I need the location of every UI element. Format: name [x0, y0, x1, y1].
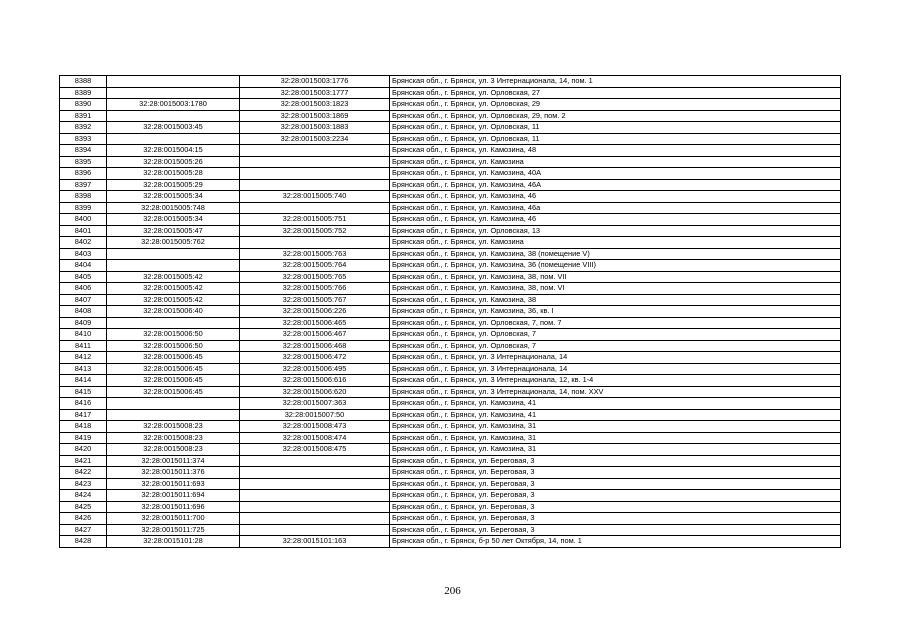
table-row	[60, 352, 841, 364]
address-cell: Брянская обл., г. Брянск, ул. Камозина, 46А	[390, 179, 841, 191]
table-row	[60, 248, 841, 260]
row-number-cell: 8401	[60, 225, 107, 237]
table-row	[60, 375, 841, 387]
table-row	[60, 421, 841, 433]
address-cell: Брянская обл., г. Брянск, ул. Береговая, 3	[390, 513, 841, 525]
land-parcel-number-cell: 32:28:0015005:748	[107, 202, 240, 214]
row-number-cell: 8409	[60, 317, 107, 329]
address-cell: Брянская обл., г. Брянск, ул. Орловская, 29	[390, 99, 841, 111]
property-number-cell: 32:28:0015101:163	[240, 536, 390, 548]
table-row	[60, 145, 841, 157]
property-number-cell: 32:28:0015006:472	[240, 352, 390, 364]
land-parcel-number-cell: 32:28:0015005:42	[107, 283, 240, 295]
land-parcel-number-cell: 32:28:0015003:45	[107, 122, 240, 134]
land-parcel-number-cell	[107, 398, 240, 410]
address-cell: Брянская обл., г. Брянск, ул. Камозина	[390, 237, 841, 249]
address-cell: Брянская обл., г. Брянск, ул. Орловская, 7, пом. 7	[390, 317, 841, 329]
property-number-cell: 32:28:0015005:763	[240, 248, 390, 260]
address-cell: Брянская обл., г. Брянск, ул. 3 Интернационала, 14, пом. 1	[390, 76, 841, 88]
row-number-cell: 8395	[60, 156, 107, 168]
table-row	[60, 306, 841, 318]
table-row	[60, 237, 841, 249]
property-number-cell	[240, 524, 390, 536]
property-number-cell: 32:28:0015005:740	[240, 191, 390, 203]
table-row	[60, 156, 841, 168]
address-cell: Брянская обл., г. Брянск, б-р 50 лет Октября, 14, пом. 1	[390, 536, 841, 548]
land-parcel-number-cell: 32:28:0015003:1780	[107, 99, 240, 111]
land-parcel-number-cell: 32:28:0015011:694	[107, 490, 240, 502]
row-number-cell: 8415	[60, 386, 107, 398]
property-number-cell	[240, 202, 390, 214]
land-parcel-number-cell: 32:28:0015011:700	[107, 513, 240, 525]
address-cell: Брянская обл., г. Брянск, ул. 3 Интернационала, 14	[390, 352, 841, 364]
property-number-cell: 32:28:0015006:620	[240, 386, 390, 398]
table-row	[60, 133, 841, 145]
land-parcel-number-cell	[107, 76, 240, 88]
address-cell: Брянская обл., г. Брянск, ул. Камозина, 36 (помещение VIII)	[390, 260, 841, 272]
table-row	[60, 467, 841, 479]
address-cell: Брянская обл., г. Брянск, ул. Камозина, 41	[390, 409, 841, 421]
land-parcel-number-cell	[107, 133, 240, 145]
address-cell: Брянская обл., г. Брянск, ул. Береговая, 3	[390, 501, 841, 513]
property-number-cell	[240, 168, 390, 180]
land-parcel-number-cell: 32:28:0015006:45	[107, 352, 240, 364]
table-row	[60, 294, 841, 306]
table-row	[60, 432, 841, 444]
table-row	[60, 202, 841, 214]
address-cell: Брянская обл., г. Брянск, ул. Береговая, 3	[390, 478, 841, 490]
property-number-cell: 32:28:0015008:475	[240, 444, 390, 456]
table-row	[60, 398, 841, 410]
address-cell: Брянская обл., г. Брянск, ул. Орловская, 11	[390, 133, 841, 145]
row-number-cell: 8392	[60, 122, 107, 134]
table-row	[60, 179, 841, 191]
row-number-cell: 8407	[60, 294, 107, 306]
table-row	[60, 329, 841, 341]
address-cell: Брянская обл., г. Брянск, ул. Камозина, 40А	[390, 168, 841, 180]
property-number-cell: 32:28:0015006:465	[240, 317, 390, 329]
property-number-cell: 32:28:0015007:50	[240, 409, 390, 421]
property-number-cell: 32:28:0015003:1883	[240, 122, 390, 134]
address-cell: Брянская обл., г. Брянск, ул. Камозина, 31	[390, 421, 841, 433]
address-cell: Брянская обл., г. Брянск, ул. 3 Интернационала, 12, кв. 1-4	[390, 375, 841, 387]
property-number-cell	[240, 490, 390, 502]
row-number-cell: 8426	[60, 513, 107, 525]
row-number-cell: 8393	[60, 133, 107, 145]
land-parcel-number-cell: 32:28:0015005:42	[107, 271, 240, 283]
table-row	[60, 513, 841, 525]
row-number-cell: 8417	[60, 409, 107, 421]
table-row	[60, 122, 841, 134]
address-cell: Брянская обл., г. Брянск, ул. 3 Интернационала, 14, пом. XXV	[390, 386, 841, 398]
land-parcel-number-cell: 32:28:0015011:376	[107, 467, 240, 479]
property-number-cell: 32:28:0015003:1823	[240, 99, 390, 111]
land-parcel-number-cell	[107, 87, 240, 99]
row-number-cell: 8398	[60, 191, 107, 203]
row-number-cell: 8405	[60, 271, 107, 283]
row-number-cell: 8396	[60, 168, 107, 180]
property-number-cell: 32:28:0015008:474	[240, 432, 390, 444]
address-cell: Брянская обл., г. Брянск, ул. Камозина, 38, пом. VI	[390, 283, 841, 295]
property-number-cell	[240, 145, 390, 157]
row-number-cell: 8419	[60, 432, 107, 444]
land-parcel-number-cell: 32:28:0015011:696	[107, 501, 240, 513]
row-number-cell: 8412	[60, 352, 107, 364]
table-row	[60, 409, 841, 421]
table-row	[60, 214, 841, 226]
table-row	[60, 271, 841, 283]
address-cell: Брянская обл., г. Брянск, ул. Камозина, 38 (помещение V)	[390, 248, 841, 260]
property-number-cell	[240, 455, 390, 467]
row-number-cell: 8404	[60, 260, 107, 272]
table-row	[60, 501, 841, 513]
land-parcel-number-cell: 32:28:0015005:26	[107, 156, 240, 168]
property-number-cell: 32:28:0015005:767	[240, 294, 390, 306]
land-parcel-number-cell: 32:28:0015005:28	[107, 168, 240, 180]
row-number-cell: 8402	[60, 237, 107, 249]
land-parcel-number-cell: 32:28:0015006:50	[107, 340, 240, 352]
address-cell: Брянская обл., г. Брянск, ул. Орловская, 11	[390, 122, 841, 134]
land-parcel-number-cell	[107, 409, 240, 421]
row-number-cell: 8420	[60, 444, 107, 456]
property-number-cell: 32:28:0015005:764	[240, 260, 390, 272]
land-parcel-number-cell: 32:28:0015006:50	[107, 329, 240, 341]
land-parcel-number-cell: 32:28:0015005:762	[107, 237, 240, 249]
address-cell: Брянская обл., г. Брянск, ул. 3 Интернационала, 14	[390, 363, 841, 375]
row-number-cell: 8422	[60, 467, 107, 479]
row-number-cell: 8397	[60, 179, 107, 191]
property-number-cell	[240, 179, 390, 191]
address-cell: Брянская обл., г. Брянск, ул. Камозина, 48	[390, 145, 841, 157]
address-cell: Брянская обл., г. Брянск, ул. Камозина, 46	[390, 214, 841, 226]
table-row	[60, 317, 841, 329]
property-number-cell	[240, 467, 390, 479]
row-number-cell: 8403	[60, 248, 107, 260]
address-cell: Брянская обл., г. Брянск, ул. Камозина, 46	[390, 191, 841, 203]
row-number-cell: 8414	[60, 375, 107, 387]
land-parcel-number-cell: 32:28:0015006:45	[107, 363, 240, 375]
property-number-cell: 32:28:0015006:467	[240, 329, 390, 341]
row-number-cell: 8406	[60, 283, 107, 295]
property-number-cell	[240, 513, 390, 525]
land-parcel-number-cell: 32:28:0015101:28	[107, 536, 240, 548]
property-register-body	[60, 76, 841, 548]
table-row	[60, 524, 841, 536]
row-number-cell: 8418	[60, 421, 107, 433]
table-row	[60, 444, 841, 456]
address-cell: Брянская обл., г. Брянск, ул. Камозина, 46а	[390, 202, 841, 214]
property-number-cell: 32:28:0015005:766	[240, 283, 390, 295]
land-parcel-number-cell: 32:28:0015008:23	[107, 432, 240, 444]
table-row	[60, 363, 841, 375]
property-number-cell: 32:28:0015005:752	[240, 225, 390, 237]
row-number-cell: 8424	[60, 490, 107, 502]
table-row	[60, 478, 841, 490]
property-number-cell: 32:28:0015006:495	[240, 363, 390, 375]
land-parcel-number-cell	[107, 317, 240, 329]
address-cell: Брянская обл., г. Брянск, ул. Орловская, 7	[390, 329, 841, 341]
property-number-cell	[240, 156, 390, 168]
table-row	[60, 536, 841, 548]
table-row	[60, 99, 841, 111]
table-row	[60, 87, 841, 99]
property-number-cell: 32:28:0015007:363	[240, 398, 390, 410]
row-number-cell: 8425	[60, 501, 107, 513]
page-number: 206	[444, 585, 461, 597]
property-number-cell: 32:28:0015003:1869	[240, 110, 390, 122]
land-parcel-number-cell: 32:28:0015005:42	[107, 294, 240, 306]
land-parcel-number-cell: 32:28:0015006:45	[107, 386, 240, 398]
property-register-table	[59, 75, 841, 548]
address-cell: Брянская обл., г. Брянск, ул. Камозина, 31	[390, 432, 841, 444]
land-parcel-number-cell: 32:28:0015005:34	[107, 191, 240, 203]
row-number-cell: 8427	[60, 524, 107, 536]
property-number-cell: 32:28:0015006:616	[240, 375, 390, 387]
address-cell: Брянская обл., г. Брянск, ул. Береговая, 3	[390, 455, 841, 467]
row-number-cell: 8394	[60, 145, 107, 157]
land-parcel-number-cell: 32:28:0015011:725	[107, 524, 240, 536]
land-parcel-number-cell: 32:28:0015008:23	[107, 444, 240, 456]
land-parcel-number-cell: 32:28:0015005:47	[107, 225, 240, 237]
property-number-cell	[240, 478, 390, 490]
table-row	[60, 76, 841, 88]
property-number-cell: 32:28:0015008:473	[240, 421, 390, 433]
table-row	[60, 455, 841, 467]
property-number-cell	[240, 237, 390, 249]
row-number-cell: 8390	[60, 99, 107, 111]
land-parcel-number-cell: 32:28:0015005:34	[107, 214, 240, 226]
table-row	[60, 225, 841, 237]
address-cell: Брянская обл., г. Брянск, ул. Береговая, 3	[390, 490, 841, 502]
land-parcel-number-cell: 32:28:0015011:374	[107, 455, 240, 467]
row-number-cell: 8399	[60, 202, 107, 214]
address-cell: Брянская обл., г. Брянск, ул. Камозина, 31	[390, 444, 841, 456]
table-row	[60, 283, 841, 295]
address-cell: Брянская обл., г. Брянск, ул. Камозина, 36, кв. I	[390, 306, 841, 318]
land-parcel-number-cell	[107, 260, 240, 272]
land-parcel-number-cell: 32:28:0015005:29	[107, 179, 240, 191]
address-cell: Брянская обл., г. Брянск, ул. Орловская, 13	[390, 225, 841, 237]
address-cell: Брянская обл., г. Брянск, ул. Береговая, 3	[390, 524, 841, 536]
land-parcel-number-cell: 32:28:0015006:45	[107, 375, 240, 387]
property-number-cell: 32:28:0015003:1776	[240, 76, 390, 88]
address-cell: Брянская обл., г. Брянск, ул. Орловская, 29, пом. 2	[390, 110, 841, 122]
table-row	[60, 168, 841, 180]
address-cell: Брянская обл., г. Брянск, ул. Орловская, 27	[390, 87, 841, 99]
property-number-cell: 32:28:0015003:2234	[240, 133, 390, 145]
row-number-cell: 8421	[60, 455, 107, 467]
property-number-cell	[240, 501, 390, 513]
row-number-cell: 8428	[60, 536, 107, 548]
address-cell: Брянская обл., г. Брянск, ул. Камозина, 38	[390, 294, 841, 306]
land-parcel-number-cell: 32:28:0015004:15	[107, 145, 240, 157]
row-number-cell: 8389	[60, 87, 107, 99]
table-row	[60, 191, 841, 203]
property-number-cell: 32:28:0015006:468	[240, 340, 390, 352]
address-cell: Брянская обл., г. Брянск, ул. Камозина	[390, 156, 841, 168]
row-number-cell: 8410	[60, 329, 107, 341]
land-parcel-number-cell	[107, 110, 240, 122]
property-number-cell: 32:28:0015006:226	[240, 306, 390, 318]
row-number-cell: 8388	[60, 76, 107, 88]
address-cell: Брянская обл., г. Брянск, ул. Камозина, 38, пом. VII	[390, 271, 841, 283]
land-parcel-number-cell: 32:28:0015011:693	[107, 478, 240, 490]
land-parcel-number-cell	[107, 248, 240, 260]
property-number-cell: 32:28:0015005:751	[240, 214, 390, 226]
table-row	[60, 260, 841, 272]
row-number-cell: 8408	[60, 306, 107, 318]
row-number-cell: 8391	[60, 110, 107, 122]
land-parcel-number-cell: 32:28:0015008:23	[107, 421, 240, 433]
address-cell: Брянская обл., г. Брянск, ул. Береговая, 3	[390, 467, 841, 479]
address-cell: Брянская обл., г. Брянск, ул. Орловская, 7	[390, 340, 841, 352]
table-row	[60, 340, 841, 352]
row-number-cell: 8400	[60, 214, 107, 226]
row-number-cell: 8411	[60, 340, 107, 352]
table-row	[60, 110, 841, 122]
property-number-cell: 32:28:0015003:1777	[240, 87, 390, 99]
property-number-cell: 32:28:0015005:765	[240, 271, 390, 283]
row-number-cell: 8413	[60, 363, 107, 375]
land-parcel-number-cell: 32:28:0015006:40	[107, 306, 240, 318]
row-number-cell: 8416	[60, 398, 107, 410]
address-cell: Брянская обл., г. Брянск, ул. Камозина, 41	[390, 398, 841, 410]
table-row	[60, 386, 841, 398]
row-number-cell: 8423	[60, 478, 107, 490]
table-row	[60, 490, 841, 502]
